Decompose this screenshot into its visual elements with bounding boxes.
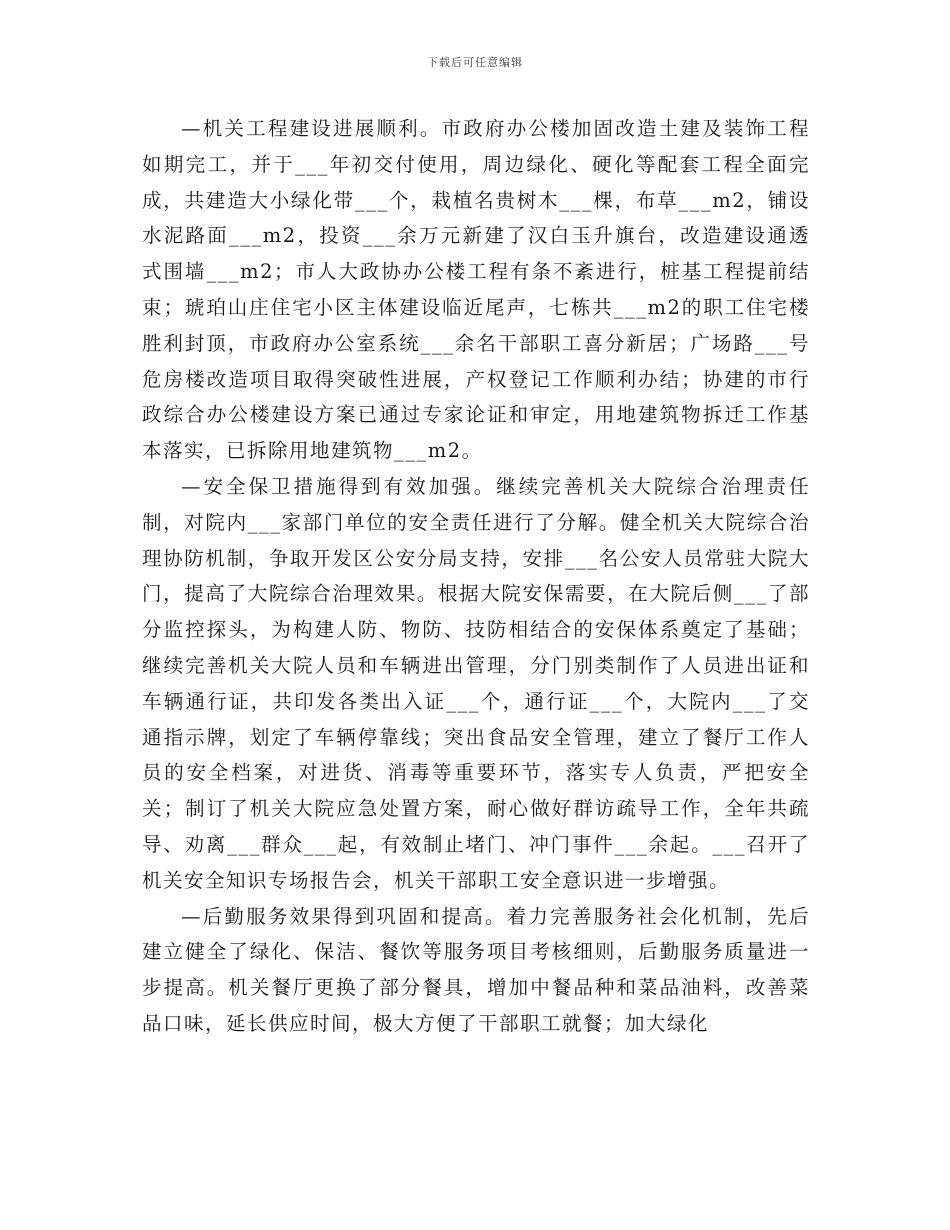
paragraph-logistics: —后勤服务效果得到巩固和提高。着力完善服务社会化机制，先后建立健全了绿化、保洁、餐饮等服务项目考核细则，后勤服务质量进一步提高。机关餐厅更换了部分餐具，增加中餐品种和菜品油料，改善菜品口味，延长供应时间，极大方便了干部职工就餐；加大绿化 bbox=[142, 904, 810, 1035]
page-header: 下载后可任意编辑 bbox=[427, 56, 523, 69]
document-body bbox=[142, 111, 810, 1042]
paragraph-security: —安全保卫措施得到有效加强。继续完善机关大院综合治理责任制，对院内___家部门单位的安全责任进行了分解。健全机关大院综合治理协防机制，争取开发区公安分局支持，安排___名公安人员常驻大院大门，提高了大院综合治理效果。根据大院安保需要，在大院后侧___了部分监控探头，为构建人防、物防、技防相结合的安保体系奠定了基础；继续完善机关大院人员和车辆进出管理，分门别类制作了人员进出证和车辆通行证，共印发各类出入证___个，通行证___个，大院内___了交通指示牌，划定了车辆停靠线；突出食品安全管理，建立了餐厅工作人员的安全档案，对进货、消毒等重要环节，落实专人负责，严把安全关；制订了机关大院应急处置方案，耐心做好群访疏导工作，全年共疏导、劝离___群众___起，有效制止堵门、冲门事件___余起。___召开了机关安全知识专场报告会，机关干部职工安全意识进一步增强。 bbox=[142, 474, 810, 892]
paragraph-construction: —机关工程建设进展顺利。市政府办公楼加固改造土建及装饰工程如期完工，并于___年初交付使用，周边绿化、硬化等配套工程全面完成，共建造大小绿化带___个，栽植名贵树木___棵，布草___m2，铺设水泥路面___m2，投资___余万元新建了汉白玉升旗台，改造建设通透式围墙___m2；市人大政协办公楼工程有条不紊进行，桩基工程提前结束；琥珀山庄住宅小区主体建设临近尾声，七栋共___m2的职工住宅楼胜利封顶，市政府办公室系统___余名干部职工喜分新居；广场路___号危房楼改造项目取得突破性进展，产权登记工作顺利办结；协建的市行政综合办公楼建设方案已通过专家论证和审定，用地建筑物拆迁工作基本落实，已拆除用地建筑物___m2。 bbox=[142, 117, 810, 463]
